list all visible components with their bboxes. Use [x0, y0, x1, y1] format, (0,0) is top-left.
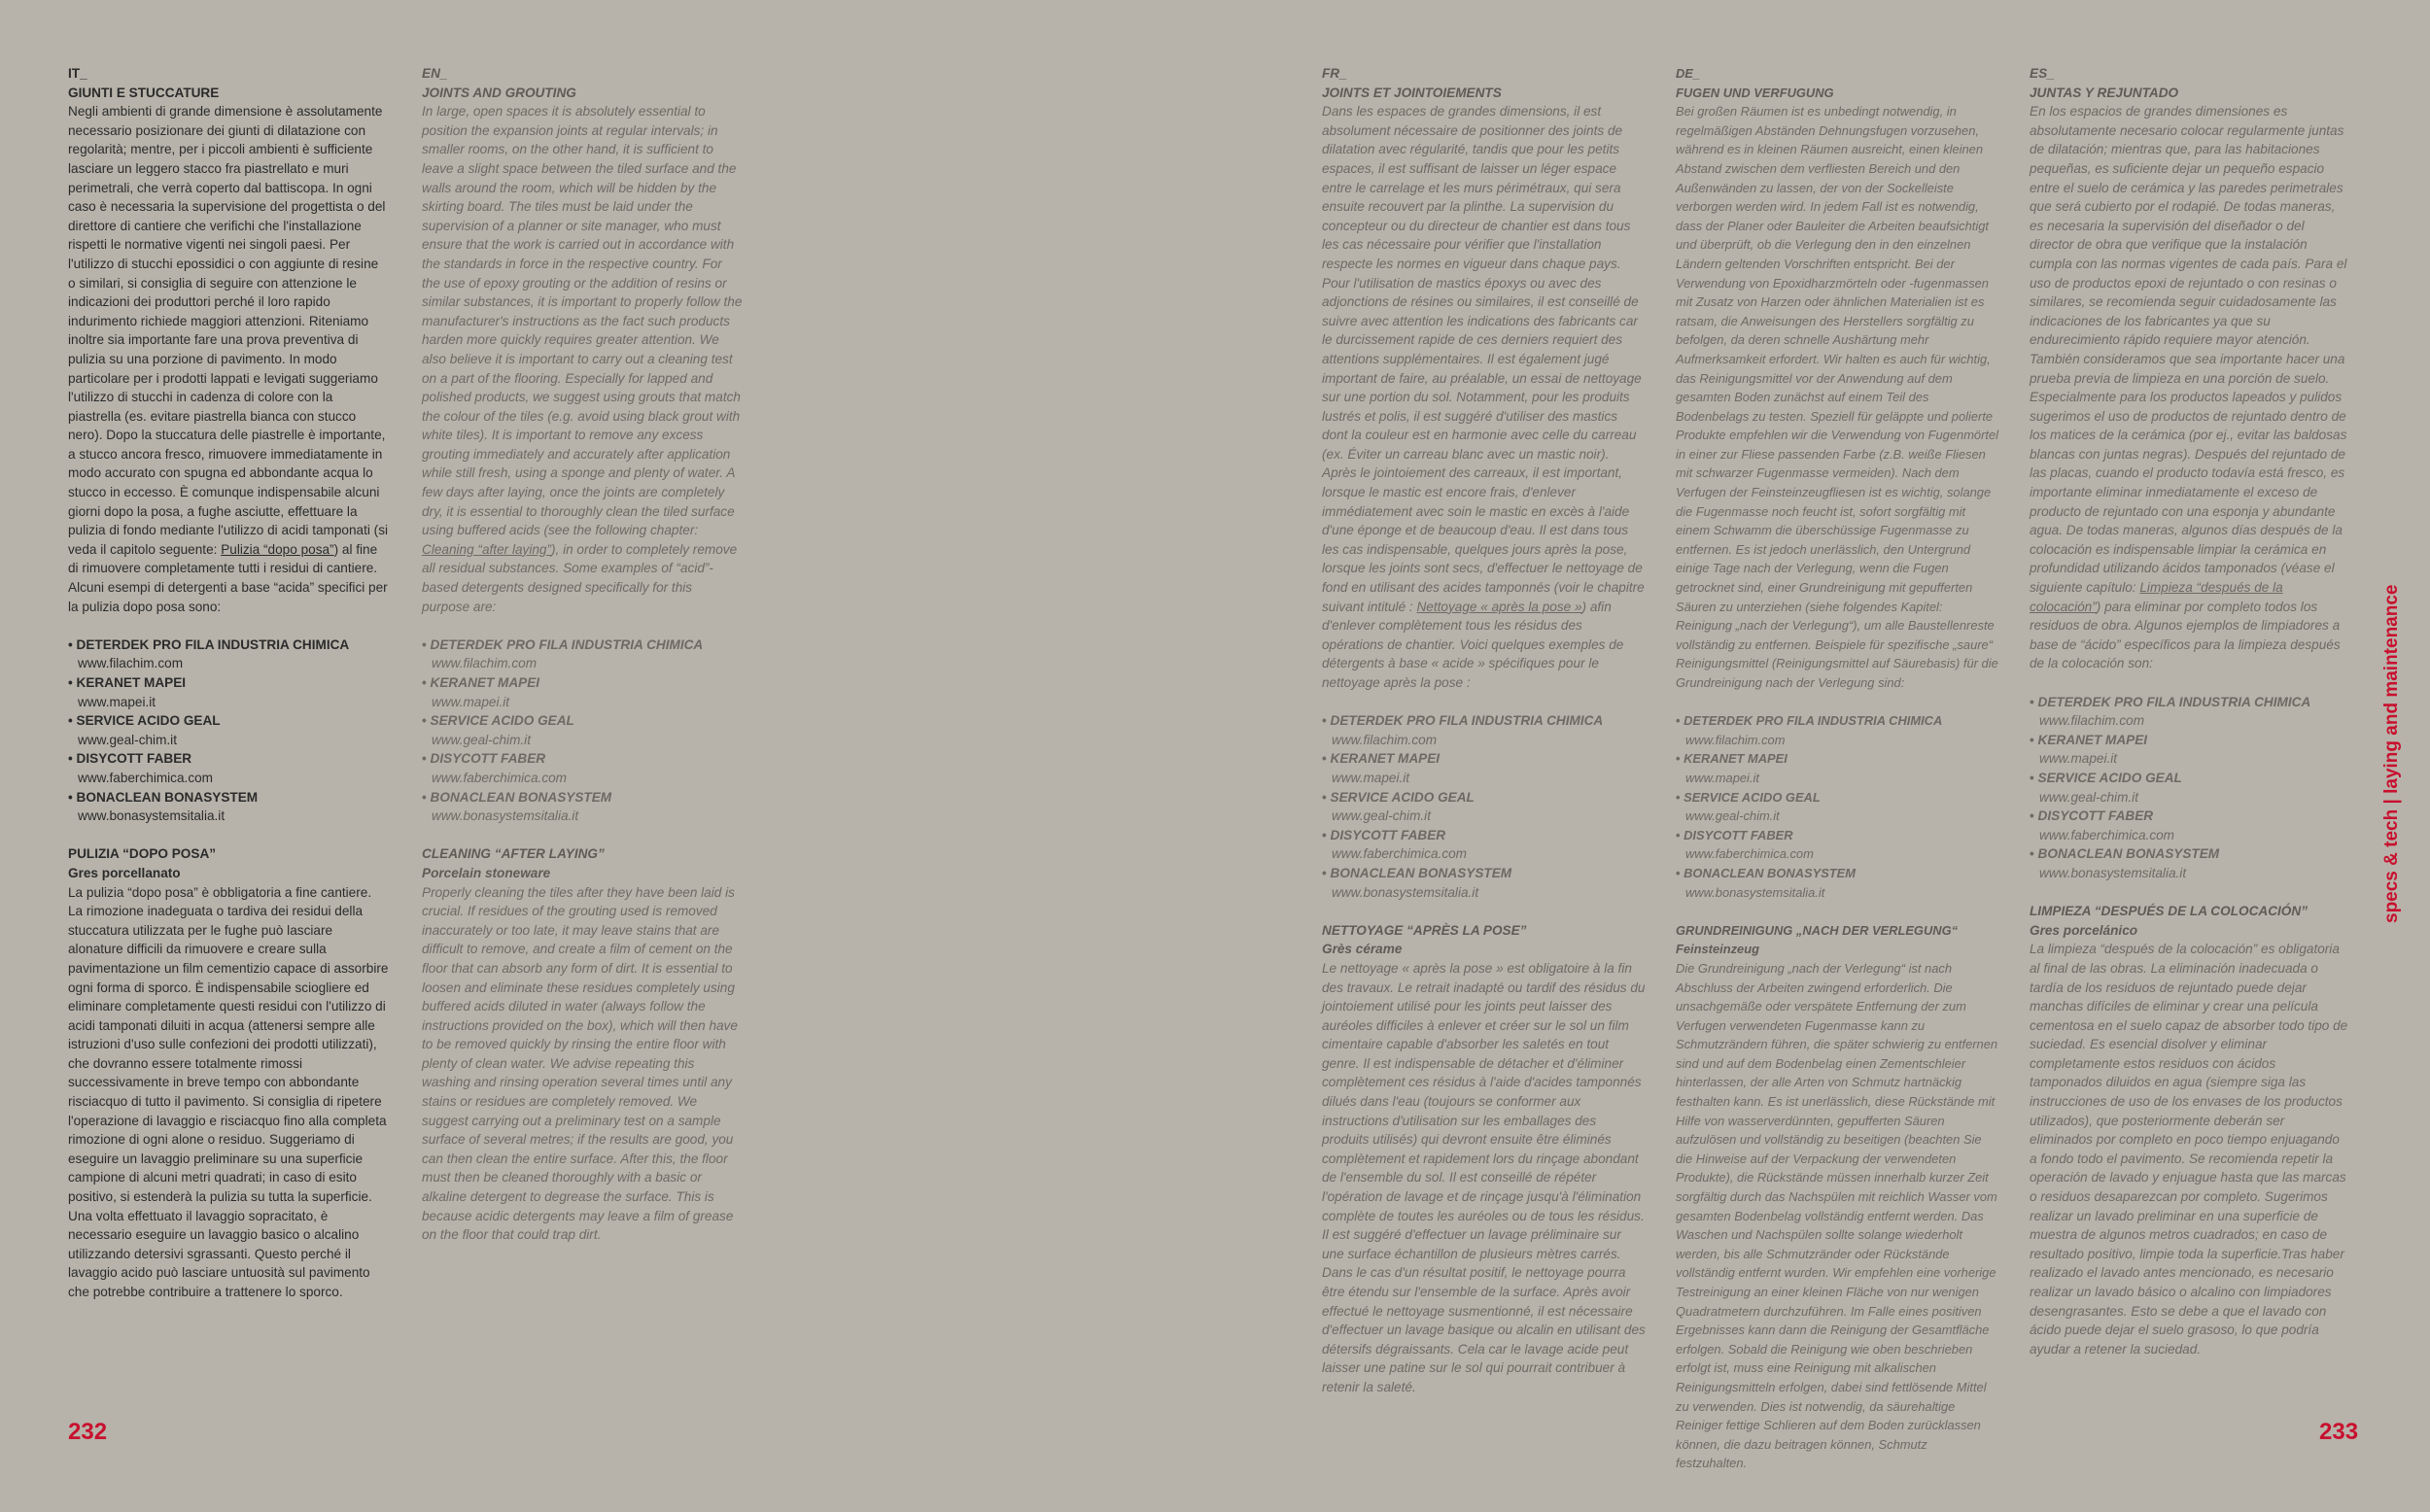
section-title: JUNTAS Y REJUNTADO [2030, 85, 2179, 100]
product-list [1322, 711, 1647, 902]
product-list [68, 636, 389, 826]
chapter-link[interactable]: Cleaning “after laying” [422, 541, 551, 557]
column-es [2030, 64, 2350, 1358]
section-subtitle: Feinsteinzeug [1676, 942, 1759, 957]
page-number-right: 233 [2319, 1419, 2359, 1445]
section-title: JOINTS ET JOINTOIEMENTS [1322, 85, 1502, 100]
list-item: • SERVICE ACIDO GEAL www.geal-chim.it [2030, 769, 2350, 807]
lang-label: DE_ [1676, 66, 1701, 81]
chapter-link[interactable]: Pulizia “dopo posa” [221, 541, 334, 557]
section-body: In large, open spaces it is absolutely essential to position the expansion joints at regular intervals; in smaller rooms, on the other hand, it is sufficient to leave a slight space between the tiled surface and the walls around the room, which will be hidden by the skirting board. The tiles must be laid under the supervision of a planner or site manager, who must ensure that the work is carried out in accordance with the standards in force in the respective country. For the use of epoxy grouting or the addition of resins or similar substances, it is important to properly follow the manufacturer's instructions as the fact such products harden more quickly requires greater attention. We also believe it is important to carry out a cleaning test on a part of the flooring. Especially for lapped and polished products, we suggest using grouts that match the colour of the tiles (e.g. avoid using black grout with white tiles). It is important to remove any excess grouting immediately and accurately after application while still fresh, using a sponge and plenty of water. A few days after laying, once the joints are completely dry, it is essential to thoroughly clean the tiled surface using buffered acids (see the following chapter: Cleaning “after laying”), in order to completely remove all residual substances. Some examples of “acid”-based detergents designed specifically for this purpose are: [422, 104, 743, 614]
section-body: Die Grundreinigung „nach der Verlegung“ ist nach Abschluss der Arbeiten zwingend erforderlich. Die unsachgemäße oder verspätete Entfernung der zum Verfugen verwendeten Fugenmasse kann zu Schmutzrändern führen, die später schwierig zu entfernen sind und auf dem Bodenbelag einen Zementschleier hinterlassen, der alle Arten von Schmutz hartnäckig festhalten kann. Es ist unerlässlich, diese Rückstände mit Hilfe von wasserverdünnten, gepufferten Säuren aufzulösen und vollständig zu beseitigen (beachten Sie die Hinweise auf der Verpackung der verwendeten Produkte), die Rückstände müssen innerhalb kurzer Zeit sorgfältig durch das Nachspülen mit reichlich Wasser vom gesamten Bodenbelag vollständig entfernt werden. Das Waschen und Nachspülen sollte solange wiederholt werden, bis alle Schmutzränder oder Rückstände vollständig entfernt wurden. Wir empfehlen eine vorherige Testreinigung an einer kleinen Fläche von nur wenigen Quadratmetern durchzuführen. Im Falle eines positiven Ergebnisses kann dann die Reinigung der Gesamtfläche erfolgen. Sobald die Reinigung wie oben beschrieben erfolgt ist, muss eine Reinigung mit alkalischen Reinigungsmitteln erfolgen, dabei sind fettlösende Mittel zu verwenden. Dies ist notwendig, da säurehaltige Reiniger fettige Schlieren auf dem Boden zurücklassen können, die dazu beitragen können, Schmutz festzuhalten. [1676, 960, 1998, 1471]
section-subtitle: Gres porcellanato [68, 865, 181, 880]
section-title: CLEANING “AFTER LAYING” [422, 846, 605, 862]
section-body: La limpieza “después de la colocación” es obligatoria al final de las obras. La eliminación inadecuada o tardía de los residuos de rejuntado puede dejar manchas difíciles de eliminar y crear una película cementosa en el suelo capaz de absorber todo tipo de suciedad. Es esencial disolver y eliminar completamente estos residuos con ácidos tamponados diluidos en agua (siempre siga las instrucciones de uso de los envases de los productos utilizados), que posteriormente deberán ser eliminados por completo en poco tiempo enjuagando a fondo todo el pavimento. Se recomienda repetir la operación de lavado y enjuague hasta que las marcas o residuos desaparezcan por completo. Sugerimos realizar un lavado preliminar en una superficie de muestra de algunos metros cuadrados; en caso de resultado positivo, limpie toda la superficie.Tras haber realizado el lavado antes mencionado, es necesario realizar un lavado básico o alcalino con limpiadores desengrasantes. Esto se debe a que el lavado con ácido puede dejar el suelo grasoso, lo que podría ayudar a retener la suciedad. [2030, 942, 2348, 1357]
column-fr [1322, 64, 1647, 1397]
list-item: • DETERDEK PRO FILA INDUSTRIA CHIMICA www.filachim.com [422, 636, 743, 673]
list-item: • BONACLEAN BONASYSTEM www.bonasystemsitalia.it [1676, 864, 2000, 902]
lang-label: EN_ [422, 66, 448, 81]
list-item: • DISYCOTT FABER www.faberchimica.com [422, 749, 743, 787]
section-body: En los espacios de grandes dimensiones es absolutamente necesario colocar regularmente juntas de dilatación; mientras que, para las habitaciones pequeñas, es suficiente dejar un pequeño espacio entre el suelo de cerámica y las paredes perimetrales que será cubierto por el rodapié. De todas maneras, es necesaria la supervisión del diseñador o del director de obra que verifique que la instalación cumpla con las normas vigentes de cada país. Para el uso de productos epoxi de rejuntado o con resinas o similares, se recomienda seguir cuidadosamente las indicaciones de los fabricantes ya que su endurecimiento rápido requiere mayor atención. También consideramos que sea importante hacer una prueba previa de limpieza en una porción de suelo. Especialmente para los productos lapeados y pulidos sugerimos el uso de productos de rejuntado dentro de los matices de la cerámica (por ej., evitar las baldosas blancas con juntas negras). Después del rejuntado de las placas, cuando el producto todavía está fresco, es importante eliminar inmediatamente el exceso de producto de rejuntado con una esponja y abundante agua. De todas maneras, algunos días después de la colocación es indispensable limpiar la cerámica en profundidad utilizando ácidos tamponados (véase el siguiente capítulo: Limpieza “después de la colocación”) para eliminar por completo todos los residuos de obra. Algunos ejemplos de limpiadores a base de “ácido” específicos para la limpieza después de la colocación son: [2030, 104, 2347, 671]
section-title: GIUNTI E STUCCATURE [68, 85, 220, 100]
list-item: • KERANET MAPEI www.mapei.it [2030, 731, 2350, 769]
product-list [1676, 711, 2000, 902]
section-body: Negli ambienti di grande dimensione è assolutamente necessario posizionare dei giunti di dilatazione con regolarità; mentre, per i piccoli ambienti è sufficiente lasciare un leggero stacco fra piastrellato e muri perimetrali, che verrà coperto dal battiscopa. In ogni caso è necessaria la supervisione del progettista o del direttore di cantiere che verifichi che l'installazione rispetti le normative vigenti nei singoli paesi. Per l'utilizzo di stucchi epossidici o con aggiunte di resine o similari, si consiglia di seguire con attenzione le indicazioni dei produttori perché il loro rapido indurimento richiede maggiori attenzioni. Riteniamo inoltre sia importante fare una prova preventiva di pulizia su una porzione di pavimento. In modo particolare per i prodotti lappati e levigati suggeriamo l'utilizzo di stucchi in cadenza di colore con la piastrella (es. evitare piastrella bianca con stucco nero). Dopo la stuccatura delle piastrelle è importante, a stucco ancora fresco, rimuovere immediatamente in modo accurato con spugna ed abbondante acqua lo stucco in eccesso. È comunque indispensabile alcuni giorni dopo la posa, a fughe asciutte, effettuare la pulizia di fondo mediante l'utilizzo di acidi tamponati (si veda il capitolo seguente: Pulizia “dopo posa”) al fine di rimuovere completamente tutti i residui di cantiere. Alcuni esempi di detergenti a base “acida” specifici per la pulizia dopo posa sono: [68, 104, 389, 614]
section-subtitle: Grès cérame [1322, 942, 1403, 957]
list-item: • DETERDEK PRO FILA INDUSTRIA CHIMICA www.filachim.com [2030, 693, 2350, 731]
lang-label: ES_ [2030, 66, 2055, 81]
list-item: • SERVICE ACIDO GEAL www.geal-chim.it [1322, 788, 1647, 826]
list-item: • DISYCOTT FABER www.faberchimica.com [1322, 826, 1647, 864]
section-title: GRUNDREINIGUNG „NACH DER VERLEGUNG“ [1676, 922, 1959, 938]
section-title: LIMPIEZA “DESPUÉS DE LA COLOCACIÓN” [2030, 904, 2308, 919]
section-body: Le nettoyage « après la pose » est obligatoire à la fin des travaux. Le retrait inadapté ou tardif des résidus du jointoiement utilisé pour les joints peut laisser des auréoles difficiles à enlever et créer sur le sol un film cimentaire capable d'absorber les saletés en tout genre. Il est indispensable de détacher et d'éliminer complètement ces résidus à l'aide d'acides tamponnés dilués dans l'eau (toujours se conformer aux instructions d'utilisation sur les emballages des produits utilisés) qui devront ensuite être éliminés complètement et rapidement lors du rinçage abondant de l'ensemble du sol. Il est conseillé de répéter l'opération de lavage et de rinçage jusqu'à l'élimination complète de toutes les auréoles ou de tous les résidus. Il est suggéré d'effectuer un lavage préliminaire sur une surface échantillon de plusieurs mètres carrés. Dans le cas d'un résultat positif, le nettoyage pourra être étendu sur l'ensemble de la surface. Après avoir effectué le nettoyage susmentionné, il est nécessaire d'effectuer un lavage basique ou alcalin en utilisant des détersifs dégraissants. Cela car le lavage acide peut laisser une patine sur le sol qui pourrait contribuer à retenir la saleté. [1322, 960, 1646, 1394]
section-title: PULIZIA “DOPO POSA” [68, 846, 217, 862]
list-item: • BONACLEAN BONASYSTEM www.bonasystemsitalia.it [1322, 864, 1647, 902]
chapter-link[interactable]: Limpieza “después de la colocación” [2030, 580, 2283, 614]
section-subtitle: Gres porcelánico [2030, 922, 2138, 938]
lang-label: IT_ [68, 66, 87, 81]
section-title: NETTOYAGE “APRÈS LA POSE” [1322, 922, 1527, 938]
section-title: FUGEN UND VERFUGUNG [1676, 85, 1834, 100]
column-it [68, 64, 389, 1302]
list-item: • DETERDEK PRO FILA INDUSTRIA CHIMICA www.filachim.com [1322, 711, 1647, 749]
page-number-left: 232 [68, 1419, 108, 1445]
chapter-link[interactable]: Nettoyage « après la pose » [1416, 599, 1582, 614]
list-item: • BONACLEAN BONASYSTEM www.bonasystemsitalia.it [422, 788, 743, 826]
list-item: • BONACLEAN BONASYSTEM www.bonasystemsitalia.it [2030, 844, 2350, 882]
section-title: JOINTS AND GROUTING [422, 85, 576, 100]
product-list [2030, 693, 2350, 883]
section-body: Dans les espaces de grandes dimensions, il est absolument nécessaire de positionner des joints de dilatation avec régularité, tandis que pour les petits espaces, il est suffisant de laisser un léger espace entre le carrelage et les murs périmétraux, qui sera ensuite recouvert par la plinthe. La supervision du concepteur ou du directeur de chantier est dans tous les cas nécessaire pour vérifier que l'installation respecte les normes en vigueur dans chaque pays. Pour l'utilisation de mastics époxys ou avec des adjonctions de résines ou similaires, il est conseillé de suivre avec attention les indications des fabricants car le durcissement rapide de ces derniers requiert des attentions supplémentaires. Il est également jugé important de faire, au préalable, un essai de nettoyage sur une portion du sol. Notamment, pour les produits lustrés et polis, il est suggéré d'utiliser des mastics dont la couleur est en harmonie avec celle du carreau (ex. Éviter un carreau blanc avec un mastic noir). Après le jointoiement des carreaux, il est important, lorsque le mastic est encore frais, d'enlever immédiatement avec soin le mastic en excès à l'aide d'une éponge et de beaucoup d'eau. Il est dans tous les cas indispensable, quelques jours après la pose, lorsque les joints sont secs, d'effectuer le nettoyage de fond en utilisant des acides tamponnés (voir le chapitre suivant intitulé : Nettoyage « après la pose ») afin d'enlever complètement tous les résidus des opérations de chantier. Voici quelques exemples de détergents à base « acide » spécifiques pour le nettoyage après la pose : [1322, 104, 1645, 690]
list-item: • DISYCOTT FABER www.faberchimica.com [68, 749, 389, 787]
lang-label: FR_ [1322, 66, 1347, 81]
list-item: • SERVICE ACIDO GEAL www.geal-chim.it [68, 711, 389, 749]
section-body: Bei großen Räumen ist es unbedingt notwendig, in regelmäßigen Abständen Dehnungsfugen vorzusehen, während es in kleinen Räumen ausreicht, einen kleinen Abstand zwischen dem verfliesten Bereich und den Außenwänden zu lassen, der von der Sockelleiste verborgen werden wird. In jedem Fall ist es notwendig, dass der Planer oder Bauleiter die Arbeiten beaufsichtigt und überprüft, ob die Verlegung den in den einzelnen Ländern geltenden Vorschriften entspricht. Bei der Verwendung von Epoxidharzmörteln oder -fugenmassen mit Zusatz von Harzen oder ähnlichen Materialien ist es ratsam, die Anweisungen des Herstellers sorgfältig zu befolgen, da deren schnelle Aushärtung mehr Aufmerksamkeit erfordert. Wir halten es auch für wichtig, das Reinigungsmittel vor der Anwendung auf dem gesamten Boden zunächst auf einem Teil des Bodenbelags zu testen. Speziell für geläppte und polierte Produkte empfehlen wir die Verwendung von Fugenmörtel in einer zur Fliese passenden Farbe (z.B. weiße Fliesen mit schwarzer Fugenmasse vermeiden). Nach dem Verfugen der Feinsteinzeugfliesen ist es wichtig, solange die Fugenmasse noch feucht ist, sofort sorgfältig mit einem Schwamm die überschüssige Fugenmasse zu entfernen. Es ist jedoch unerlässlich, den Untergrund einige Tage nach der Verlegung, wenn die Fugen getrocknet sind, einer Grundreinigung mit gepufferten Säuren zu unterziehen (siehe folgendes Kapitel: Reinigung „nach der Verlegung“), um alle Baustellenreste vollständig zu entfernen. Beispiele für spezifische „saure“ Reinigungsmittel (Reinigungsmittel auf Säurebasis) für die Grundreinigung nach der Verlegung sind: [1676, 104, 1999, 690]
column-de [1676, 64, 2000, 1473]
list-item: • DISYCOTT FABER www.faberchimica.com [2030, 807, 2350, 844]
section-subtitle: Porcelain stoneware [422, 865, 551, 880]
list-item: • KERANET MAPEI www.mapei.it [68, 673, 389, 711]
list-item: • DETERDEK PRO FILA INDUSTRIA CHIMICA www.filachim.com [68, 636, 389, 673]
product-list [422, 636, 743, 826]
section-body: La pulizia “dopo posa” è obbligatoria a fine cantiere. La rimozione inadeguata o tardiva dei residui della stuccatura utilizzata per le fughe può lasciare alonature difficili da rimuovere e creare sulla pavimentazione un film cementizio capace di assorbire ogni forma di sporco. È indispensabile sciogliere ed eliminare completamente questi residui con l'utilizzo di acidi tamponati diluiti in acqua (attenersi sempre alle istruzioni d'uso sulle confezioni dei prodotti utilizzati), che dovranno essere totalmente rimossi successivamente in breve tempo con abbondante risciacquo di tutto il pavimento. Si consiglia di ripetere l'operazione di lavaggio e risciacquo fino alla completa rimozione di ogni alone o residuo. Suggeriamo di eseguire un lavaggio preliminare su una superficie campione di alcuni metri quadrati; in caso di esito positivo, si estenderà la pulizia su tutta la superficie. Una volta effettuato il lavaggio sopracitato, è necessario eseguire un lavaggio basico o alcalino utilizzando detersivi sgrassanti. Questo perché il lavaggio acido può lasciare untuosità sul pavimento che potrebbe contribuire a trattenere lo sporco. [68, 884, 389, 1299]
list-item: • KERANET MAPEI www.mapei.it [1676, 749, 2000, 787]
list-item: • BONACLEAN BONASYSTEM www.bonasystemsitalia.it [68, 788, 389, 826]
list-item: • DISYCOTT FABER www.faberchimica.com [1676, 826, 2000, 864]
section-side-label: specs & tech | laying and maintenance [2381, 584, 2402, 923]
list-item: • DETERDEK PRO FILA INDUSTRIA CHIMICA www.filachim.com [1676, 711, 2000, 749]
list-item: • KERANET MAPEI www.mapei.it [422, 673, 743, 711]
list-item: • KERANET MAPEI www.mapei.it [1322, 749, 1647, 787]
column-en [422, 64, 743, 1245]
section-body: Properly cleaning the tiles after they have been laid is crucial. If residues of the grouting used is removed inaccurately or too late, it may leave stains that are difficult to remove, and create a film of cement on the floor that can absorb any form of dirt. It is essential to loosen and eliminate these residues completely using buffered acids diluted in water (always follow the instructions provided on the box), which will then have to be removed quickly by rinsing the entire floor with plenty of clean water. We advise repeating this washing and rinsing operation several times until any stains or residues are completely removed. We suggest carrying out a preliminary test on a sample surface of several metres; if the results are good, you can then clean the entire surface. After this, the floor must then be cleaned thoroughly with a basic or alkaline detergent to degrease the surface. This is because acidic detergents may leave a film of grease on the floor that could trap dirt. [422, 884, 738, 1243]
list-item: • SERVICE ACIDO GEAL www.geal-chim.it [1676, 788, 2000, 826]
list-item: • SERVICE ACIDO GEAL www.geal-chim.it [422, 711, 743, 749]
